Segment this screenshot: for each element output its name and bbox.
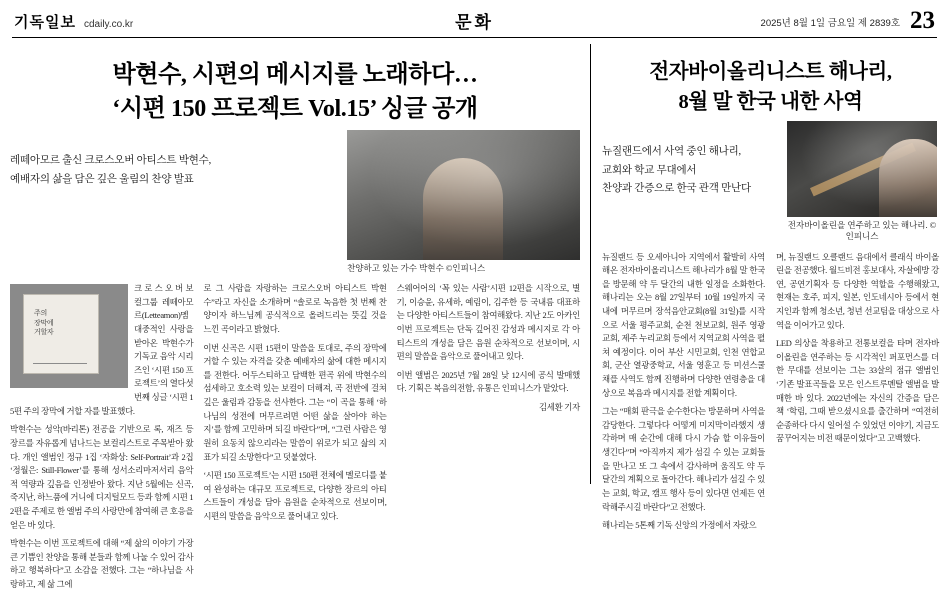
page-body: [10, 44, 939, 589]
left-c1-p3: 박현수는 이번 프로젝트에 대해 “제 삶의 이야기 가장 큰 기쁨인 찬양을 통해 분들과 함께 나눌 수 있어 감사하고 행복하다”고 소감을 전했다. 그는 “하나님을 사랑하고, 제 삶 그에: [10, 539, 194, 589]
left-column-1: [10, 282, 193, 596]
left-article-columns: [10, 282, 580, 596]
right-photo-caption: 전자바이올린을 연주하고 있는 해나리. ©인피니스: [787, 220, 937, 242]
left-c3-p2: 이번 앨범은 2025년 7월 28일 낮 12시에 공식 발매했다. 기획은 복음의전함, 유통은 인피니스가 맡았다.: [396, 370, 580, 394]
left-headline-line1: 박현수, 시편의 메시지를 노래하다…: [112, 62, 478, 88]
left-photo-column: [347, 130, 580, 274]
issue-date: 2025년 8월 1일 금요일 제 2839호: [760, 18, 900, 29]
right-deck-line-2: 교회와 학교 무대에서: [602, 164, 697, 176]
album-sleeve-line: [33, 363, 87, 364]
right-headline: [602, 58, 939, 117]
right-c2-p1: 며, 뉴질랜드 오클랜드 음대에서 클래식 바이올린을 전공했다. 월드비전 홍보대사, 자살에방 강연, 공연기획자 등 다양한 역할을 수행해왔고, 현재는 호주, 피지, 일본, 인도네시아 등에서 현지인과 함께 청소년, 청년 선교팀을 대상으로 사역을 이어가고 있다.: [776, 252, 939, 330]
right-headline-line2: 8월 말 한국 내한 사역: [678, 90, 863, 113]
section-name: 문화: [455, 13, 494, 32]
masthead-right: [760, 6, 935, 34]
right-photo-column: [787, 121, 937, 242]
left-column-2: [203, 282, 386, 596]
left-photo-caption: 찬양하고 있는 가수 박현수 ©인피니스: [347, 263, 486, 274]
right-headline-line1: 전자바이올리니스트 해나리,: [649, 61, 892, 83]
left-c3-p1: 스웨어어의 ‘꼭 있는 사람’시편 12편을 시작으로, 별기, 이승윤, 유세하, 예림이, 김주한 등 국내름 대표하는 다양한 아티스트들이 참여해왔다. 지난 2도 아카인 이번 프로젝트는 단독 깊어진 감성과 메시지로 각 아티스트의 개성을 담은 음원 순차적으로 선보이며, 시편의 말씀을 음악으로 풀어내고 있다.: [396, 284, 580, 362]
masthead-divider: [12, 37, 937, 38]
right-deck: [602, 143, 777, 198]
right-article-columns: [602, 251, 939, 538]
right-column-2: [776, 251, 939, 538]
left-c2-p2: 이번 신곡은 시편 15편이 말씀을 토대로, 주의 장막에 거할 수 있는 자격을 갖춘 예배자의 삶에 대한 메시지를 전한다. 어두스티하고 담백한 편곡 위에 박현수의 섬세하고 호소력 있는 보컬이 더해져, 곡 전반에 걸쳐 깊은 울림과 감동을 선사한다. 그는 “이 곡을 통해 ‘하나님의 성전에 머무르려면 어떤 삶을 살아야 하는지’를 함께 고민하며 되길 바란다”며, “그런 사람은 영원히 요동치 않으리라는 말씀이 위로가 되고 삶의 지표가 되길 소망한다”고 덧붙였다.: [203, 343, 387, 462]
masthead-left: [14, 11, 133, 32]
left-c1-p2: 박현수는 성악(바리톤) 전공을 기반으로 록, 재즈 등 장르를 자유롭게 넘나드는 보컬리스트로 주목받아 왔다. 개인 앨범인 정규 1집 ‘자화상: Self-Portrait’과 2집 ‘정월은: Still-Flower’를 통해 성서소리마저서리 음악적 역량과 깊음을 인정받아 왔다. 지난 5월에는 신곡, 죽지난, 하느품에 거니에 디지털모드 등과 함께 시편 12편을 주제로 한 앨범 주의 사랑만에 참여해 큰 호응을 얻은 바 있다.: [10, 425, 194, 530]
right-c1-p2: 그는 “매회 판극을 순수한다는 방문하며 사역을 감당한다. 그렇다다 어떻게 미지막이라했지 생각하며 매 순간에 대해 다시 가슴 할 이유들이 생긴다”며 “아직까지 제가 섬길 수 있는 교회들을 만나고 또 그 속에서 감사하며 움직도 약 두 달간의 계획으로 돌아간다. 해나리가 섬길 수 있는 교회, 학교, 캠프 행사 등이 있다면 언제든 연락해주시길 바란다”고 전했다.: [602, 407, 765, 512]
left-headline-line2: ‘시편 150 프로젝트 Vol.15’ 싱글 공개: [112, 96, 478, 123]
left-story: [10, 44, 590, 589]
album-sleeve-text: 주의 장막에 거할자: [34, 309, 54, 337]
newspaper-title: 기독일보: [14, 15, 76, 31]
right-main-photo: [787, 121, 937, 217]
left-feature-row: [10, 130, 580, 274]
right-column-1: [602, 251, 765, 538]
page-number: 23: [910, 6, 935, 34]
right-story: [591, 44, 939, 531]
photo-highlight: [787, 121, 937, 217]
left-deck: [10, 152, 337, 189]
left-c1-p1: 크 로 스 오 버 보컬그룹 레떼아모르(Letteamon)멤 대중적인 사랑을 받아온 박현수가 기독교 음악 시리즈인 ‘시편 150 프로젝트’의 열다섯 번째 싱글 ‘시편 15편 주의 장막에 거할 자를 발표했다.: [10, 284, 194, 416]
left-main-photo: [347, 130, 580, 260]
left-c2-p1: 로 그 사람을 자랑하는 크로스오버 아티스트 박현수”라고 자신을 소개하며 “솔로로 녹음한 첫 번째 찬양이자 하느님께 공식적으로 올려드리는 뜻깊 것을 느낀 곡이라고 밝혔다.: [203, 284, 387, 335]
right-deck-line-1: 뉴질랜드에서 사역 중인 해나리,: [602, 146, 741, 158]
right-deck-line-3: 찬양과 간증으로 한국 관객 만난다: [602, 183, 751, 195]
right-c1-p3: 해나리는 5톤째 기독 신앙의 가정에서 자랐으: [602, 521, 757, 531]
left-c2-p3: ‘시편 150 프로젝트’는 시편 150편 전체에 멜로디를 붙여 완성하는 대규모 프로젝트로, 다양한 장르의 아티스트들이 개성을 담아 음원을 순차적으로 선보이며, 시편의 말씀을 음악으로 풀어내고 있다.: [203, 471, 387, 521]
right-c2-p2: LED 의상을 착용하고 전통보컬을 타며 전자바이올린을 연주하는 등 시각적인 퍼포먼스를 더한 무대를 선보이는 그는 33살의 점규 앨범인 ‘기존 발표곡들을 모은 인스트루멘탈 앨범을 발매한 바 있다. 2022년에는 자신의 간증을 담은 책 ‘학림, 그때 받으셨시요를 출간하며 “여전히 순종하다 다시 일어설 수 있었던 이야기, 지금도 꿈꾸어지는 비전 때문이었다”고 고백했다.: [776, 339, 939, 444]
album-sleeve: [23, 294, 99, 374]
left-column-3: [397, 282, 580, 596]
newspaper-url: cdaily.co.kr: [83, 19, 134, 30]
right-c1-p1: 뉴질랜드 등 오세아니아 지역에서 활발히 사역해온 전자바이올리니스트 해나리가 8월 말 한국을 방문해 약 두 달간의 내한 일정을 소화한다. 해나리는 오는 8월 27일부터 10월 19일까지 국내에 머무르며 장석음안교회(8월 31일)를 시작으로 서울 평주교회, 순천 천보교회, 원주 영광교회, 제주 누리교회 등에서 지역교회 사역을 펼쳐 예정이다. 이어 부산 시민교회, 인천 연합교회, 군산 열광중학교, 서울 영훈고 등 미션스쿨 채플 사역도 함께 진행하며 다양한 연령층을 대상으로 복음과 메시지를 전할 계획이다.: [602, 252, 765, 398]
album-cover-photo: [10, 284, 128, 388]
left-deck-column: [10, 130, 337, 274]
left-deck-line-1: 레떼아모르 출신 크로스오버 아티스트 박현수,: [10, 155, 212, 167]
left-headline: [10, 58, 580, 126]
right-feature-row: [602, 121, 939, 242]
photo-highlight: [347, 130, 580, 260]
left-byline: 김세환 기자: [538, 403, 580, 413]
right-deck-column: [602, 121, 777, 242]
masthead: [10, 6, 939, 36]
left-deck-line-2: 예배자의 삶을 담은 깊은 울림의 찬양 발표: [10, 173, 194, 185]
